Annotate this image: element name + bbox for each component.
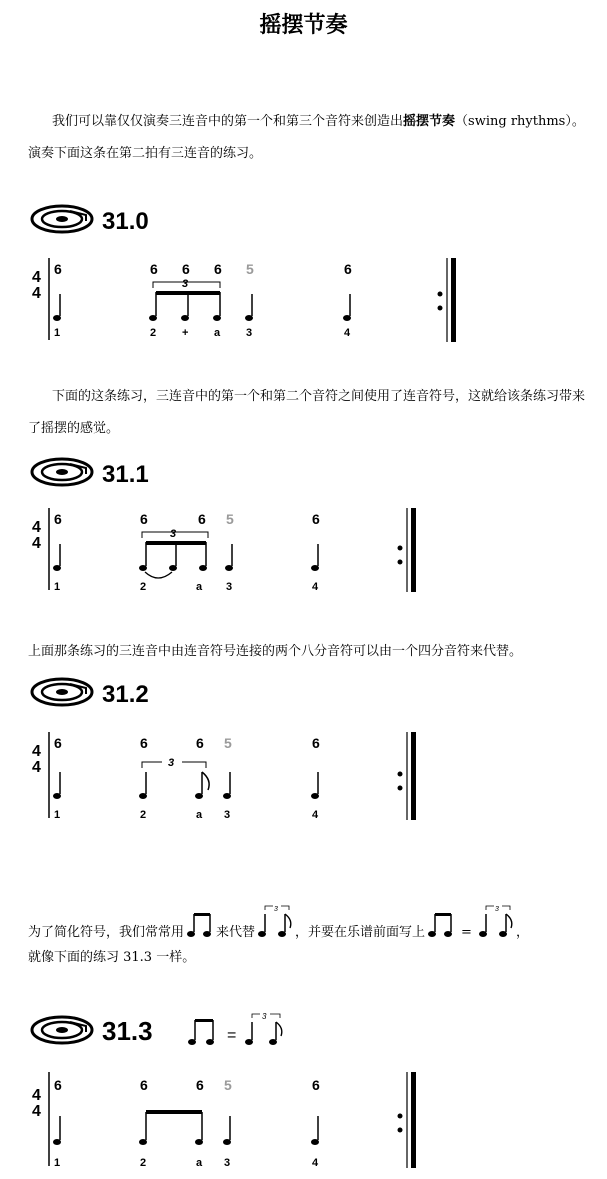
quarter-note	[343, 294, 351, 321]
sticking-number: 6	[54, 511, 62, 527]
count-label: 3	[224, 809, 231, 821]
drum-staff-31-1	[30, 508, 470, 593]
eighth-note	[139, 542, 147, 571]
sticking-number: 6	[344, 261, 352, 277]
count-label: a	[214, 327, 221, 339]
sticking-number: 5	[246, 261, 254, 277]
cd-label-31-1	[30, 448, 170, 498]
triplet-number: 3	[494, 906, 499, 913]
tie	[145, 572, 172, 578]
beam	[146, 1110, 202, 1114]
triplet-number: 3	[168, 757, 175, 769]
count-label: 3	[226, 581, 233, 593]
eighth-note	[169, 542, 177, 571]
time-sig-bottom: 4	[32, 535, 41, 552]
equals-sign: =	[227, 1027, 237, 1044]
time-sig-top: 4	[32, 519, 41, 536]
count-label: 2	[140, 809, 147, 821]
count-label: 3	[224, 1157, 231, 1169]
cd-icon	[32, 206, 92, 232]
sticking-number: 6	[140, 1077, 148, 1093]
paragraph-simplify-text: 来代替	[216, 925, 256, 940]
paragraph-intro-text: 我们可以靠仅仅演奏三连音中的第一个和第三个音符来创造出	[52, 114, 404, 129]
time-sig-bottom: 4	[32, 1103, 41, 1120]
time-sig-bottom: 4	[32, 759, 41, 776]
sticking-number: 5	[226, 511, 234, 527]
quarter-note	[223, 1116, 231, 1145]
eighth-note-flag	[195, 772, 209, 799]
quarter-note	[223, 772, 231, 799]
triplet-quarter-eighth-icon	[476, 904, 516, 944]
drum-staff-31-0	[30, 258, 470, 343]
time-sig-top: 4	[32, 743, 41, 760]
eighth-note	[149, 292, 157, 321]
count-label: a	[196, 809, 203, 821]
sticking-number: 6	[54, 261, 62, 277]
cd-label-31-2	[30, 668, 170, 718]
quarter-note	[311, 544, 319, 571]
paragraph-intro-bold: 摇摆节奏	[403, 114, 456, 129]
sticking-number: 6	[54, 1077, 62, 1093]
exercise-label: 31.2	[102, 681, 149, 708]
count-label: 1	[54, 809, 61, 821]
time-sig-bottom: 4	[32, 285, 41, 302]
sticking-number: 6	[196, 735, 204, 751]
sticking-number: 6	[196, 1077, 204, 1093]
drum-staff-31-2	[30, 732, 470, 822]
quarter-note	[245, 294, 253, 321]
quarter-note	[53, 294, 61, 321]
triplet-number: 3	[274, 906, 278, 913]
sticking-number: 6	[182, 261, 190, 277]
paragraph-simplify-text: ，并要在乐谱前面写上	[295, 925, 426, 940]
triplet-number: 3	[182, 278, 189, 290]
repeat-barline	[398, 732, 417, 820]
two-eighths-icon	[184, 912, 216, 942]
count-label: 4	[312, 809, 319, 821]
sticking-number: 6	[312, 735, 320, 751]
eighth-note	[181, 292, 189, 321]
count-label: +	[182, 327, 189, 339]
cd-icon	[32, 459, 92, 485]
sticking-number: 6	[214, 261, 222, 277]
count-label: 4	[344, 327, 351, 339]
cd-icon	[32, 1017, 92, 1043]
quarter-note	[53, 1116, 61, 1145]
repeat-barline	[398, 508, 417, 592]
paragraph-simplify-text: 为了简化符号，我们常常用	[28, 925, 185, 940]
paragraph-simplify-tail: 就像下面的练习 31.3 一样。	[28, 950, 196, 965]
count-label: 2	[140, 581, 147, 593]
count-label: 1	[54, 327, 61, 339]
cd-label-31-3	[30, 1006, 330, 1056]
repeat-barline	[398, 1072, 417, 1168]
exercise-label: 31.0	[102, 208, 149, 235]
count-label: 4	[312, 1157, 319, 1169]
cd-label-31-0	[30, 195, 170, 245]
eighth-note	[195, 1112, 203, 1145]
triplet-quarter-eighth-icon	[255, 904, 295, 944]
count-label: 4	[312, 581, 319, 593]
drum-staff-31-3	[30, 1072, 470, 1172]
paragraph-tie: 下面的这条练习，三连音中的第一个和第二个音符之间使用了连音符号，这就给该条练习带来了摇摆的感觉。	[28, 389, 586, 436]
quarter-note	[139, 772, 147, 799]
repeat-barline	[438, 258, 457, 342]
triplet-number: 3	[262, 1012, 267, 1021]
count-label: 2	[150, 327, 157, 339]
paragraph-intro	[28, 106, 588, 170]
count-label: 1	[54, 581, 61, 593]
time-sig-top: 4	[32, 269, 41, 286]
sticking-number: 6	[312, 511, 320, 527]
sticking-number: 6	[140, 735, 148, 751]
equals-sign: =	[461, 925, 472, 940]
sticking-number: 6	[140, 511, 148, 527]
page-title: 摇摆节奏	[259, 13, 348, 38]
paragraph-intro-tail: （swing rhythms）。演奏下面这条在第二拍有三连音的练习。	[28, 114, 585, 161]
two-eighths-icon	[425, 912, 457, 942]
sticking-number: 6	[312, 1077, 320, 1093]
beam	[156, 291, 220, 295]
sticking-number: 6	[198, 511, 206, 527]
sticking-number: 5	[224, 1077, 232, 1093]
count-label: 1	[54, 1157, 61, 1169]
quarter-note	[311, 1116, 319, 1145]
count-label: 3	[246, 327, 253, 339]
sticking-number: 5	[224, 735, 232, 751]
quarter-note	[225, 544, 233, 571]
beam	[146, 541, 206, 545]
count-label: a	[196, 1157, 203, 1169]
eighth-note	[139, 1112, 147, 1145]
quarter-note	[53, 772, 61, 799]
count-label: a	[196, 581, 203, 593]
eighth-note	[199, 542, 207, 571]
sticking-number: 6	[54, 735, 62, 751]
exercise-label: 31.1	[102, 461, 149, 488]
exercise-label: 31.3	[102, 1016, 153, 1046]
quarter-note	[53, 544, 61, 571]
triplet-number: 3	[170, 528, 177, 540]
sticking-number: 6	[150, 261, 158, 277]
swing-legend	[188, 1012, 282, 1045]
time-sig-top: 4	[32, 1087, 41, 1104]
paragraph-simplify-text: ，	[515, 925, 529, 940]
count-label: 2	[140, 1157, 147, 1169]
cd-icon	[32, 679, 92, 705]
quarter-note	[311, 772, 319, 799]
eighth-note	[213, 292, 221, 321]
paragraph-replace: 上面那条练习的三连音中由连音符号连接的两个八分音符可以由一个四分音符来代替。	[28, 644, 523, 659]
